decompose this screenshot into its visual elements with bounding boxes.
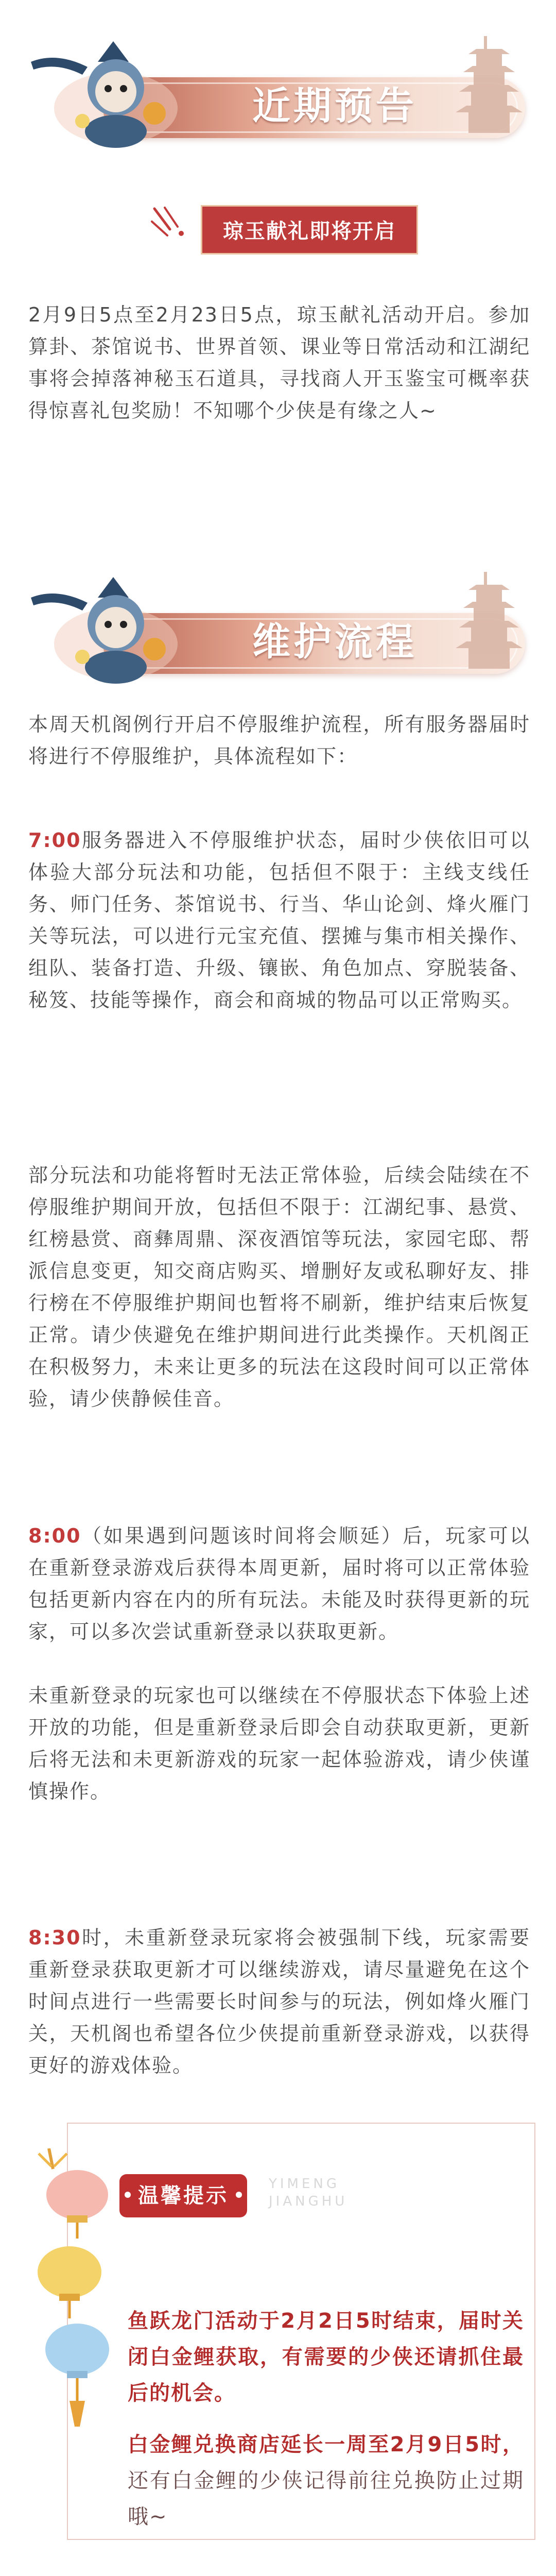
maintenance-note: 部分玩法和功能将暂时无法正常体验，后续会陆续在不停服维护期间开放，包括但不限于：江湖纪事、悬赏、红榜悬赏、商彝周鼎、深夜酒馆等玩法，家园宅邸、帮派信息变更，知交商店购买、增删好友或私聊好友、排行榜在不停服维护期间也暂将不刷新，维护结束后恢复正常。请少侠避免在维护期间进行此类操作。天机阁正在积极努力，未来让更多的玩法在这段时间可以正常体验，请少侠静候佳音。 xyxy=(28,1164,530,1410)
brand-line: YIMENG xyxy=(269,2176,340,2192)
pagoda-icon xyxy=(448,31,530,149)
tip-paragraph-1: 鱼跃龙门活动于2月2日5时结束，届时关闭白金鲤获取，有需要的少侠还请抓住最后的机会。 xyxy=(128,2309,524,2405)
tip-highlight: 白金鲤兑换商店延长一周至2月9日5时， xyxy=(128,2433,524,2456)
section-banner-preview xyxy=(26,31,530,149)
step-time: 7:00 xyxy=(28,829,81,852)
step-text: （如果遇到问题该时间将会顺延）后，玩家可以在重新登录游戏后获得本周更新，届时将可以正常体验包括更新内容在内的所有玩法。未能及时获得更新的玩家，可以多次尝试重新登录以获取更新。 xyxy=(28,1524,530,1643)
step-time: 8:00 xyxy=(28,1524,81,1547)
mascot-icon xyxy=(26,567,201,685)
preview-paragraph: 2月9日5点至2月23日5点，琼玉献礼活动开启。参加算卦、茶馆说书、世界首领、课业等日常活动和江湖纪事将会掉落神秘玉石道具，寻找商人开玉鉴宝可概率获得惊喜礼包奖励！不知哪个少侠是有缘之人~ xyxy=(28,303,530,422)
maintenance-step-800 xyxy=(28,1520,530,1648)
maintenance-intro: 本周天机阁例行开启不停服维护流程，所有服务器届时将进行不停服维护，具体流程如下： xyxy=(28,713,530,768)
subheading-pill: 琼玉献礼即将开启 xyxy=(201,205,418,255)
maintenance-step-830 xyxy=(28,1922,530,2081)
brand-watermark xyxy=(269,2175,348,2210)
tip-paragraph-2 xyxy=(128,2427,524,2535)
banner-title: 近期预告 xyxy=(252,84,417,128)
tip-badge xyxy=(119,2174,247,2217)
brand-line: JIANGHU xyxy=(269,2194,348,2209)
step-time: 8:30 xyxy=(28,1926,81,1949)
step-text: 服务器进入不停服维护状态，届时少侠依旧可以体验大部分玩法和功能，包括但不限于：主线支线任务、师门任务、茶馆说书、行当、华山论剑、烽火雁门关等玩法，可以进行元宝充值、摆摊与集市相关操作、组队、装备打造、升级、镶嵌、角色加点、穿脱装备、秘笈、技能等操作，商会和商城的物品可以正常购买。 xyxy=(28,829,530,1011)
pagoda-icon xyxy=(448,567,530,685)
step-text: 时，未重新登录玩家将会被强制下线，玩家需要重新登录获取更新才可以继续游戏，请尽量避免在这个时间点进行一些需要长时间参与的玩法，例如烽火雁门关，天机阁也希望各位少侠提前重新登录游戏，以获得更好的游戏体验。 xyxy=(28,1926,530,2077)
badge-dot xyxy=(236,2192,242,2198)
mascot-icon xyxy=(26,31,201,149)
maintenance-step-800-note: 未重新登录的玩家也可以继续在不停服状态下体验上述开放的功能，但是重新登录后即会自动获取更新，更新后将无法和未更新游戏的玩家一起体验游戏，请少侠谨慎操作。 xyxy=(28,1684,530,1803)
section-banner-maintenance xyxy=(26,567,530,685)
lantern-icon xyxy=(28,2148,121,2437)
tip-note: 还有白金鲤的少侠记得前往兑换防止过期哦~ xyxy=(128,2469,524,2529)
badge-dot xyxy=(125,2192,131,2198)
maintenance-step-700 xyxy=(28,824,530,1016)
tip-badge-label: 温馨提示 xyxy=(138,2184,229,2208)
banner-title: 维护流程 xyxy=(252,620,417,664)
sparks-icon xyxy=(149,204,196,245)
